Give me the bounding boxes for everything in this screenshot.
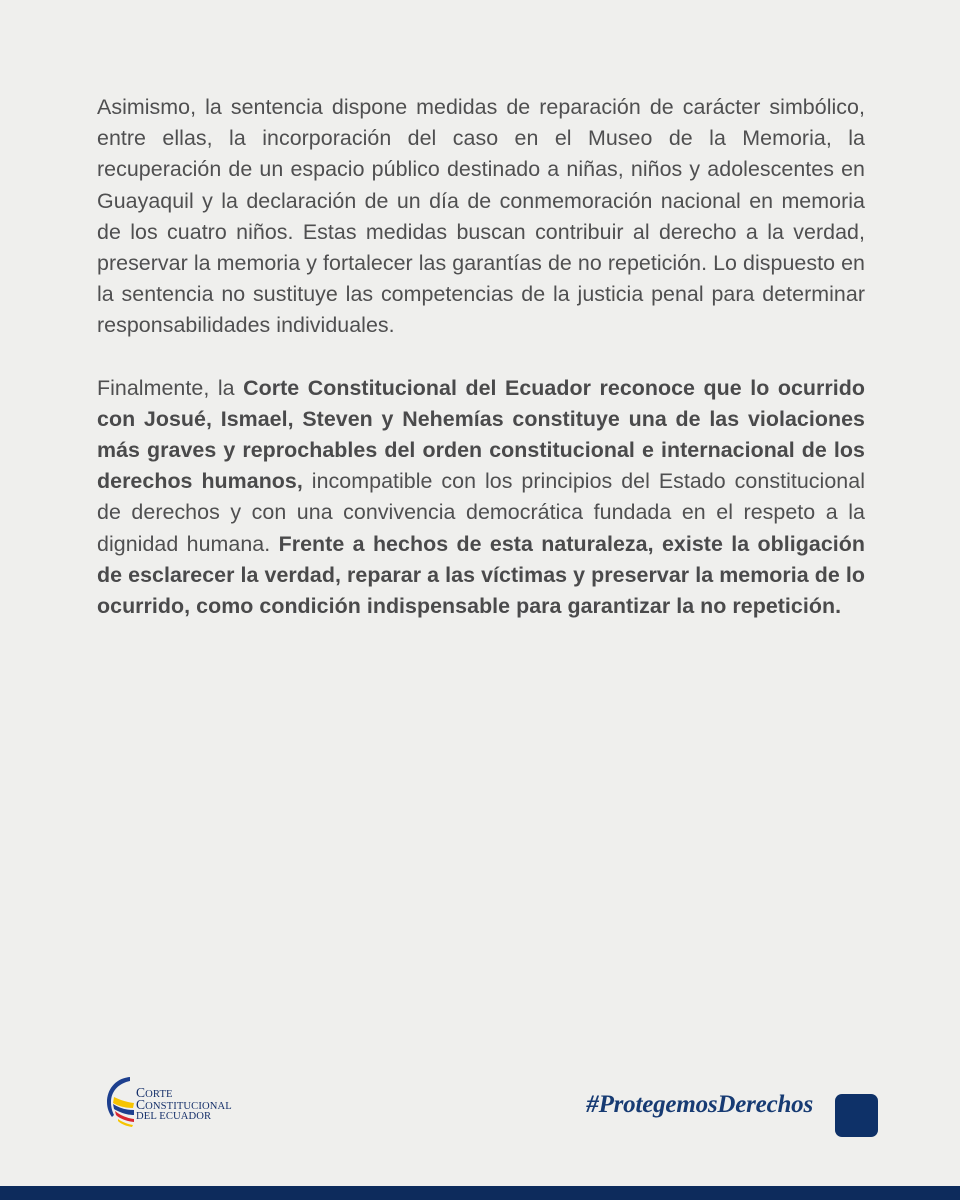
hashtag: #ProtegemosDerechos — [586, 1091, 813, 1118]
corte-constitucional-logo — [104, 1075, 274, 1135]
paragraph-2-intro: Finalmente, la — [97, 375, 244, 400]
logo-line-constitucional: CONSTITUCIONAL — [136, 1097, 232, 1113]
footer-bar — [0, 1186, 960, 1200]
paragraph-2-middle: incompatible con los principios del Estado constitucional de derechos y con una convivencia democrática fundada en el respeto a la dignidad humana. — [97, 469, 865, 556]
paragraph-1-text: Asimismo, la sentencia dispone medidas de reparación de carácter simbólico, entre ellas, la incorporación del caso en el Museo de la Memoria, la recuperación de un espacio público destinado a niñas, niños y adolescentes en Guayaquil y la declaración de un día de conmemoración nacional en memoria de los cuatro niños. Estas medidas buscan contribuir al derecho a la verdad, preservar la memoria y fortalecer las garantías de no repetición. Lo dispuesto en la sentencia no sustituye las competencias de la justicia penal para determinar responsabilidades individuales. — [97, 95, 865, 338]
navy-square-mark — [835, 1094, 878, 1137]
paragraph-2-bold-recognition: Corte Constitucional del Ecuador reconoce que lo ocurrido con Josué, Ismael, Steven y Nehemías constituye una de las violaciones más graves y reprochables del orden constitucional e internacional de los derechos humanos, — [97, 375, 865, 494]
logo-wordmark — [136, 1085, 232, 1123]
paragraph-2-bold-obligation: Frente a hechos de esta naturaleza, existe la obligación de esclarecer la verdad, reparar a las víctimas y preservar la memoria de lo ocurrido, como condición indispensable para garantizar la no repetición. — [97, 531, 866, 619]
logo-line-del-ecuador: DEL ECUADOR — [136, 1111, 212, 1123]
logo-line-corte: CORTE — [136, 1085, 173, 1100]
paragraph-2 — [97, 373, 865, 623]
body-text — [97, 92, 865, 622]
paragraph-1 — [97, 92, 865, 342]
